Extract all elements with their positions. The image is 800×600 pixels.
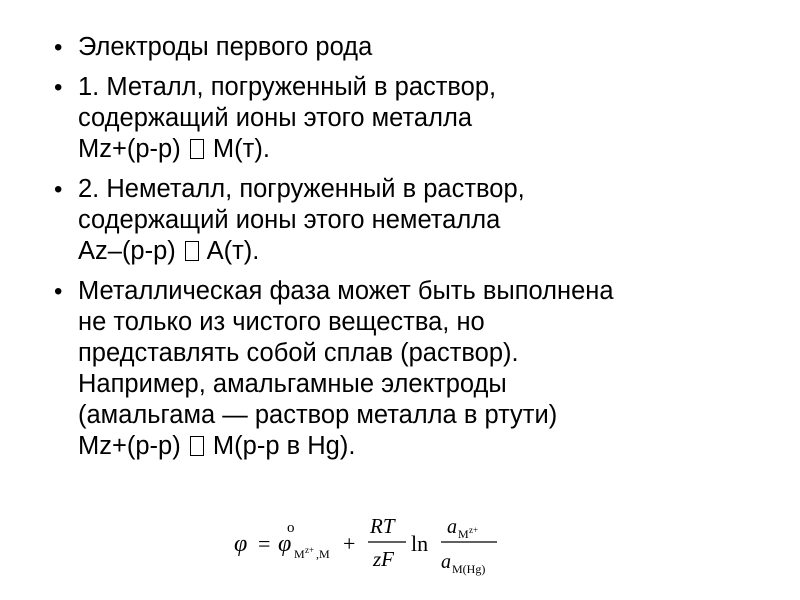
formula-phi0-sub-sup: z+ (305, 545, 315, 555)
formula-ln: ln (411, 531, 429, 556)
formula-frac-num: RT (370, 514, 395, 538)
formula-phi0-sub: M (294, 547, 305, 561)
formula-phi0-sub-tail: ,M (316, 547, 330, 561)
reaction-right: M(р-р в Hg). (212, 432, 356, 460)
reaction-left: Mz+(р-р) (78, 135, 181, 163)
bullet-line: Электроды первого рода (78, 33, 373, 61)
bullet-line: содержащий ионы этого металла (78, 104, 473, 132)
reaction-left: Az–(р-р) (78, 237, 176, 265)
reaction-right: A(т). (206, 237, 260, 265)
bullet-dot-icon: • (54, 278, 63, 305)
bullet-line: (амальгама — раствор металла в ртути) (78, 401, 558, 429)
bullet-dot-icon: • (54, 176, 63, 203)
formula-frac-den: zF (373, 547, 394, 571)
formula-plus: + (343, 531, 356, 556)
bullet-line: содержащий ионы этого неметалла (78, 206, 501, 234)
reaction-left: Mz+(р-р) (78, 432, 181, 460)
formula-act-num-sub-sup: z+ (469, 525, 479, 535)
bullet-dot-icon: • (54, 34, 63, 61)
bullet-dot-icon: • (54, 74, 63, 101)
bullet-line: Например, амальгамные электроды (78, 370, 507, 398)
formula-act-num: a (447, 516, 457, 538)
formula-phi: φ (234, 531, 248, 557)
bullet-line: 1. Металл, погруженный в раствор, (78, 73, 497, 101)
formula-act-num-sub: M (458, 527, 469, 541)
formula-degree: o (287, 520, 295, 536)
formula-act-den-sub: M(Hg) (452, 562, 486, 576)
reaction-right: M(т). (212, 135, 270, 163)
bullet-line: Металлическая фаза может быть выполнена (78, 277, 614, 305)
bullet-line: не только из чистого вещества, но (78, 308, 485, 336)
bullet-line: 2. Неметалл, погруженный в раствор, (78, 175, 525, 203)
bullet-line: представлять собой сплав (раствор). (78, 339, 519, 367)
formula-act-den: a (441, 551, 451, 573)
formula-equals: = (258, 531, 271, 556)
formula-phi0: φ (278, 531, 292, 557)
